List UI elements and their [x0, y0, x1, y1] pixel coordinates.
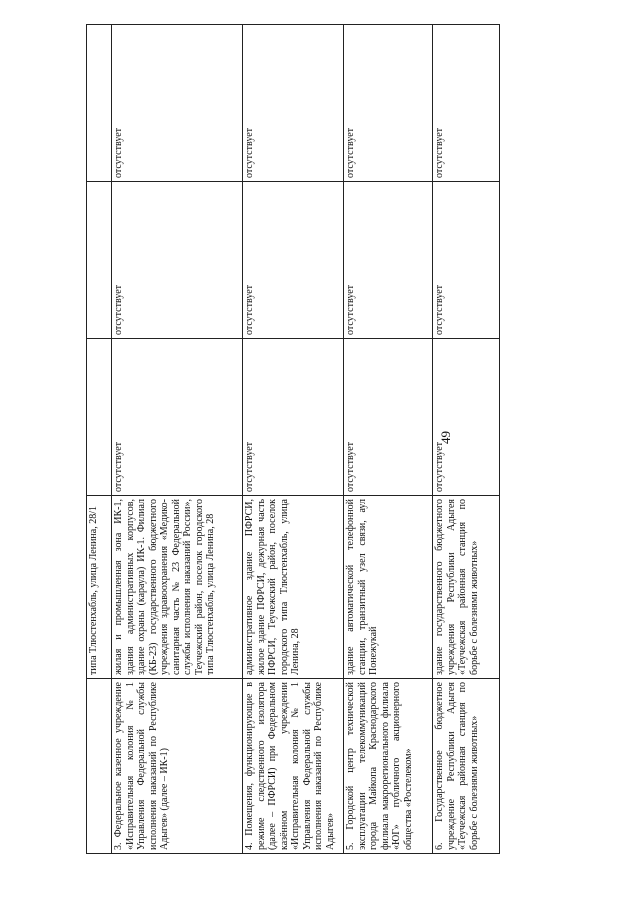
org-cell: 6. Государственное бюджетное учреждение Республики Адыгея «Теучежская районная станция по борьбе с болезнями животных»	[433, 679, 500, 854]
objects-table	[86, 24, 500, 854]
org-cell: 5. Городской центр технической эксплуатации телекоммуникаций города Майкопа Краснодарского филиала макрорегионального филиала «ЮГ» публичного акционерного общества «Ростелеком»	[344, 679, 433, 854]
org-cell: 4. Помещения, функционирующие в режиме следственного изолятора (далее – ПФРСИ) при Федеральном казённом учреждении «Исправительная колония № 1 Управления Федеральной службы исполнения наказаний по Республике Адыгея»	[243, 679, 344, 854]
object-cell: типа Тлюстенхабль, улица Ленина, 28/1	[87, 496, 112, 679]
status-cell	[87, 182, 112, 339]
object-cell: здание государственного бюджетного учреждения Республики Адыгея «Теучежская районная станция по борьбе с болезнями животных»	[433, 496, 500, 679]
status-cell: отсутствует	[344, 25, 433, 182]
status-cell: отсутствует	[243, 25, 344, 182]
object-cell: административное здание ПФРСИ, жилое здание ПФРСИ, дежурная часть ПФРСИ, Теучежский район, поселок городского типа Тлюстенхабль, улица Ленина, 28	[243, 496, 344, 679]
table-row	[433, 25, 500, 854]
status-cell: отсутствует	[344, 182, 433, 339]
status-cell: отсутствует	[433, 182, 500, 339]
rotated-table-wrapper	[86, 36, 506, 854]
status-cell: отсутствует	[112, 182, 243, 339]
status-cell: отсутствует	[433, 25, 500, 182]
status-cell	[87, 25, 112, 182]
table-row	[243, 25, 344, 854]
object-cell: здание автоматической телефонной станции, транзитный узел связи, аул Понежукай	[344, 496, 433, 679]
table-row	[344, 25, 433, 854]
status-cell: отсутствует	[112, 339, 243, 496]
status-cell: отсутствует	[112, 25, 243, 182]
table-row	[112, 25, 243, 854]
status-cell: отсутствует	[344, 339, 433, 496]
status-cell: отсутствует	[243, 339, 344, 496]
table-row	[87, 25, 112, 854]
status-cell: отсутствует	[243, 182, 344, 339]
status-cell	[87, 339, 112, 496]
object-cell: жилая и промышленная зона ИК-1, здания административных корпусов, здание охраны (караула) ИК-1. Филиал (КБ-23) государственного бюджетного учреждения здравоохранения «Медико-санитарная часть № 23 Федеральной службы исполнения наказаний России», Теучежский район, поселок городского типа Тлюстенхабль, улица Ленина, 28	[112, 496, 243, 679]
page-number: 49	[438, 431, 453, 444]
status-cell: отсутствует	[433, 339, 500, 496]
org-cell	[87, 679, 112, 854]
org-cell: 3. Федеральное казенное учреждение «Исправительная колония №1 Управления Федеральной службы исполнения наказаний по Республике Адыгея» (далее – ИК-1)	[112, 679, 243, 854]
